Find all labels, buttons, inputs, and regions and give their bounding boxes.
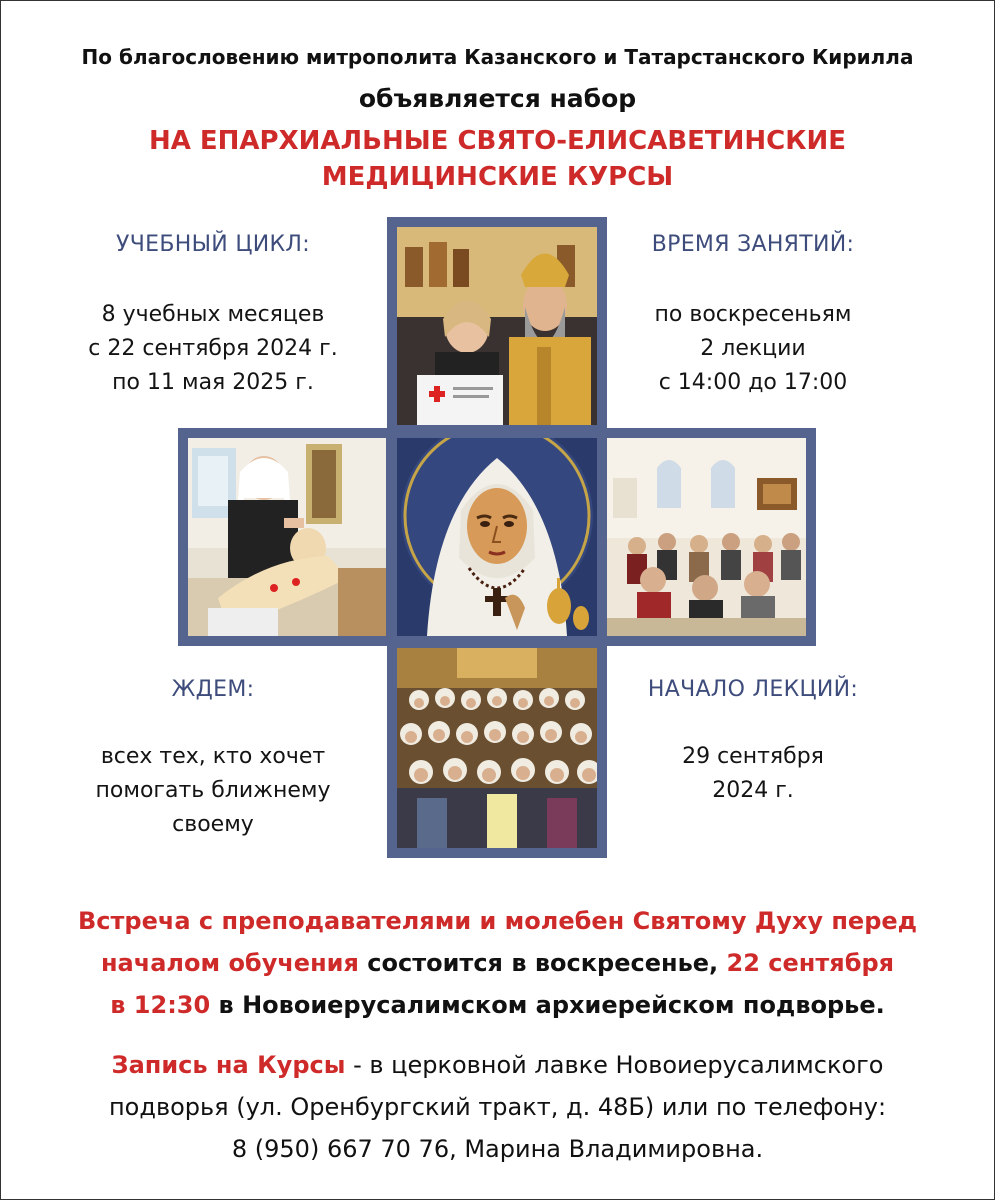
photo-nursing-practice [188, 438, 386, 636]
cycle-line: 8 учебных месяцев [101, 302, 325, 327]
icon-saint-elizabeth [397, 438, 597, 636]
wait-heading: ЖДЕМ: [171, 677, 255, 702]
wait-line: своему [172, 812, 254, 837]
photo-group [397, 648, 597, 848]
registration-line2: подворья (ул. Оренбургский тракт, д. 48Б) или по телефону: [108, 1093, 887, 1121]
wait-line: всех тех, кто хочет [100, 744, 326, 769]
start-line: 2024 г. [712, 778, 794, 803]
meeting-date: 22 сентября [726, 949, 895, 977]
cycle-text [58, 298, 368, 400]
time-line: 2 лекции [700, 336, 806, 361]
meeting-time: в 12:30 [110, 991, 211, 1019]
meeting-line2 [0, 942, 995, 984]
photo-lecture-hall [607, 438, 806, 636]
start-line: 29 сентября [682, 744, 824, 769]
time-line: с 14:00 до 17:00 [658, 370, 848, 395]
blessing-line: По благословению митрополита Казанского и Татарстанского Кирилла [81, 45, 914, 69]
time-line: по воскресеньям [654, 302, 852, 327]
meeting-text-red: Встреча с преподавателями и молебен Святому Духу перед [77, 907, 918, 935]
time-text [608, 298, 898, 400]
meeting-place: в Новоиерусалимском архиерейском подворье. [210, 991, 885, 1019]
meeting-line3 [0, 984, 995, 1026]
cycle-heading: УЧЕБНЫЙ ЦИКЛ: [116, 232, 310, 257]
time-heading: ВРЕМЯ ЗАНЯТИЙ: [651, 232, 855, 257]
wait-line: помогать ближнему [95, 778, 331, 803]
meeting-sunday-phrase: состоится в воскресенье, [358, 949, 727, 977]
course-title-line1: НА ЕПАРХИАЛЬНЫЕ СВЯТО-ЕЛИСАВЕТИНСКИЕ [148, 126, 847, 156]
start-heading: НАЧАЛО ЛЕКЦИЙ: [647, 677, 859, 702]
cycle-line: по 11 мая 2025 г. [112, 370, 314, 395]
course-title-line2: МЕДИЦИНСКИЕ КУРСЫ [321, 162, 674, 192]
registration-line1 [0, 1044, 995, 1086]
start-text [608, 740, 898, 808]
meeting-line1 [0, 900, 995, 942]
meeting-start-phrase: началом обучения [100, 949, 359, 977]
wait-text [58, 740, 368, 842]
cycle-line: с 22 сентября 2024 г. [88, 336, 338, 361]
registration-phone-line: 8 (950) 667 70 76, Марина Владимировна. [231, 1135, 764, 1163]
registration-label: Запись на Курсы [111, 1051, 346, 1079]
photo-bishop-certificate [397, 227, 597, 425]
announcement-line: объявляется набор [358, 84, 637, 113]
registration-place: - в церковной лавке Новоиерусалимского [345, 1051, 884, 1079]
